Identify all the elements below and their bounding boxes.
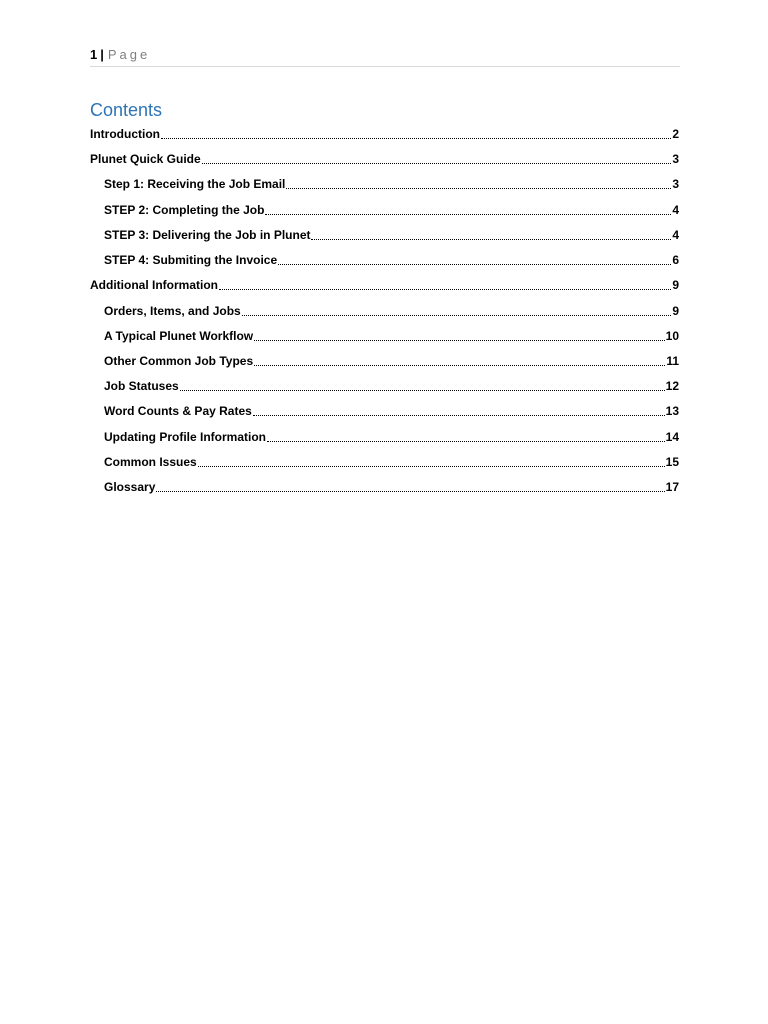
toc-entry-title: A Typical Plunet Workflow (104, 329, 254, 343)
toc-leader (265, 214, 671, 215)
toc-leader (202, 163, 672, 164)
toc-entry-page: 17 (665, 480, 679, 494)
toc-entry-page: 13 (665, 404, 679, 418)
toc-entry[interactable] (90, 149, 679, 169)
toc-leader (311, 239, 671, 240)
toc-leader (161, 138, 671, 139)
toc-leader (156, 491, 664, 492)
toc-entry[interactable] (104, 225, 679, 245)
toc-entry-title: Step 1: Receiving the Job Email (104, 177, 286, 191)
toc-entry-page: 11 (666, 354, 679, 368)
toc-entry[interactable] (104, 376, 679, 396)
toc-entry-title: Word Counts & Pay Rates (104, 404, 252, 418)
toc-entry-page: 9 (672, 304, 679, 318)
toc-entry[interactable] (90, 275, 679, 295)
toc-entry-page: 15 (665, 455, 679, 469)
toc-entry-page: 3 (672, 152, 679, 166)
toc-entry[interactable] (104, 326, 679, 346)
toc-entry-title: Orders, Items, and Jobs (104, 304, 241, 318)
toc-leader (254, 365, 665, 366)
page-separator: | (100, 47, 104, 62)
toc-entry-title: Glossary (104, 480, 156, 494)
toc-leader (219, 289, 671, 290)
toc-leader (242, 315, 672, 316)
toc-entry-page: 2 (672, 127, 679, 141)
toc-leader (180, 390, 665, 391)
toc-entry-page: 4 (672, 203, 679, 217)
page-header (90, 46, 680, 67)
toc-entry-page: 14 (665, 430, 679, 444)
toc-entry-title: STEP 3: Delivering the Job in Plunet (104, 228, 311, 242)
toc-entry[interactable] (104, 427, 679, 447)
toc-entry-page: 10 (665, 329, 679, 343)
page-word: Page (107, 47, 151, 62)
toc-entry-title: Additional Information (90, 278, 218, 292)
toc-leader (254, 340, 665, 341)
toc-entry[interactable] (90, 124, 679, 144)
toc-entry-title: STEP 4: Submiting the Invoice (104, 253, 278, 267)
toc-entry[interactable] (104, 250, 679, 270)
toc-entry[interactable] (104, 477, 679, 497)
toc-entry[interactable] (104, 401, 679, 421)
toc-entry-title: Job Statuses (104, 379, 179, 393)
toc-entry-page: 6 (672, 253, 679, 267)
toc-leader (253, 415, 665, 416)
toc-entry-title: Introduction (90, 127, 160, 141)
toc-entry-title: Plunet Quick Guide (90, 152, 201, 166)
contents-title: Contents (90, 100, 163, 120)
toc-entry-title: Common Issues (104, 455, 197, 469)
toc-entry-page: 9 (672, 278, 679, 292)
toc-entry-title: STEP 2: Completing the Job (104, 203, 265, 217)
page-number: 1 (90, 47, 98, 62)
toc-entry[interactable] (104, 200, 679, 220)
toc-leader (278, 264, 671, 265)
toc-leader (286, 188, 671, 189)
toc-entry[interactable] (104, 452, 679, 472)
toc-leader (198, 466, 665, 467)
toc-entry-page: 12 (665, 379, 679, 393)
toc-entry-title: Other Common Job Types (104, 354, 254, 368)
toc-entry[interactable] (104, 351, 679, 371)
toc-leader (267, 441, 665, 442)
toc-entry-page: 3 (672, 177, 679, 191)
toc-entry[interactable] (104, 174, 679, 194)
toc-entry-title: Updating Profile Information (104, 430, 266, 444)
toc-entry-page: 4 (672, 228, 679, 242)
toc-entry[interactable] (104, 301, 679, 321)
